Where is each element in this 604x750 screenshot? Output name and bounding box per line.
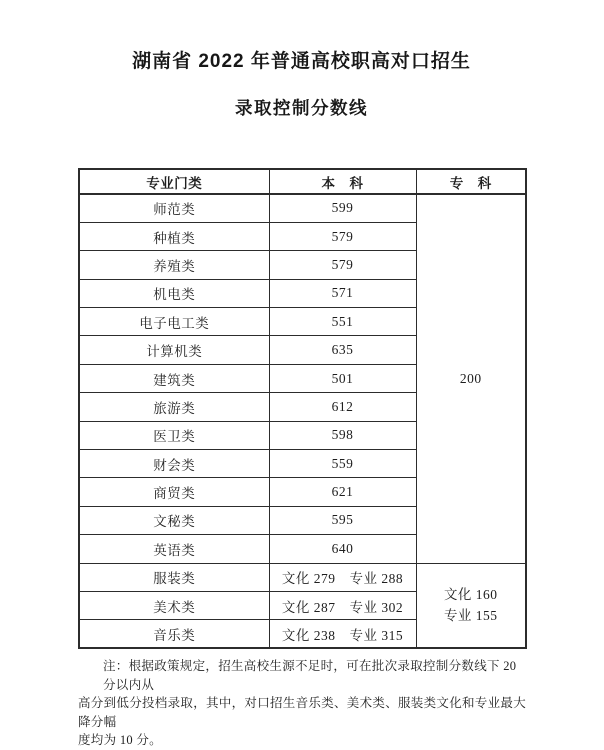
category-cell: 文秘类 (79, 506, 269, 534)
footnote-line: 注：根据政策规定，招生高校生源不足时，可在批次录取控制分数线下 20 分以内从 (103, 659, 517, 692)
benke-cell: 559 (269, 450, 416, 478)
benke-cell: 579 (269, 222, 416, 250)
category-cell: 财会类 (79, 450, 269, 478)
benke-cell: 635 (269, 336, 416, 364)
category-cell: 师范类 (79, 194, 269, 222)
benke-cell: 501 (269, 364, 416, 392)
table-header-row (79, 169, 526, 194)
zhuanke-art-lines (444, 584, 498, 626)
category-cell: 音乐类 (79, 620, 269, 648)
category-cell: 机电类 (79, 279, 269, 307)
document-page (78, 0, 525, 750)
zhuanke-art-major: 专业 155 (443, 608, 498, 624)
table-row (79, 194, 526, 222)
zhuanke-art-culture: 文化 160 (443, 587, 498, 603)
footnote (78, 657, 529, 750)
benke-cell: 621 (269, 478, 416, 506)
category-cell: 英语类 (79, 535, 269, 563)
benke-cell: 598 (269, 421, 416, 449)
category-cell: 服装类 (79, 563, 269, 591)
benke-cell: 579 (269, 251, 416, 279)
category-cell: 商贸类 (79, 478, 269, 506)
category-cell: 计算机类 (79, 336, 269, 364)
category-cell: 电子电工类 (79, 308, 269, 336)
benke-cell: 文化 279 专业 288 (269, 563, 416, 591)
benke-cell: 640 (269, 535, 416, 563)
header-category: 专业门类 (79, 169, 269, 194)
benke-cell: 599 (269, 194, 416, 222)
category-cell: 医卫类 (79, 421, 269, 449)
category-cell: 建筑类 (79, 364, 269, 392)
score-line-table (78, 168, 527, 649)
footnote-line: 度均为 10 分。 (78, 733, 162, 748)
zhuanke-art-merged-cell (416, 563, 526, 648)
document-title-line1: 湖南省 2022 年普通高校职高对口招生 (132, 51, 471, 72)
zhuanke-merged-cell: 200 (416, 194, 526, 563)
header-zhuanke: 专 科 (416, 169, 526, 194)
benke-cell: 文化 238 专业 315 (269, 620, 416, 648)
benke-cell: 文化 287 专业 302 (269, 591, 416, 619)
benke-cell: 595 (269, 506, 416, 534)
footnote-line: 高分到低分投档录取，其中，对口招生音乐类、美术类、服装类文化和专业最大降分幅 (78, 696, 527, 729)
benke-cell: 551 (269, 308, 416, 336)
table-row (79, 563, 526, 591)
category-cell: 旅游类 (79, 393, 269, 421)
header-benke: 本 科 (269, 169, 416, 194)
category-cell: 养殖类 (79, 251, 269, 279)
category-cell: 种植类 (79, 222, 269, 250)
category-cell: 美术类 (79, 591, 269, 619)
benke-cell: 571 (269, 279, 416, 307)
document-title-line2: 录取控制分数线 (235, 98, 368, 118)
benke-cell: 612 (269, 393, 416, 421)
